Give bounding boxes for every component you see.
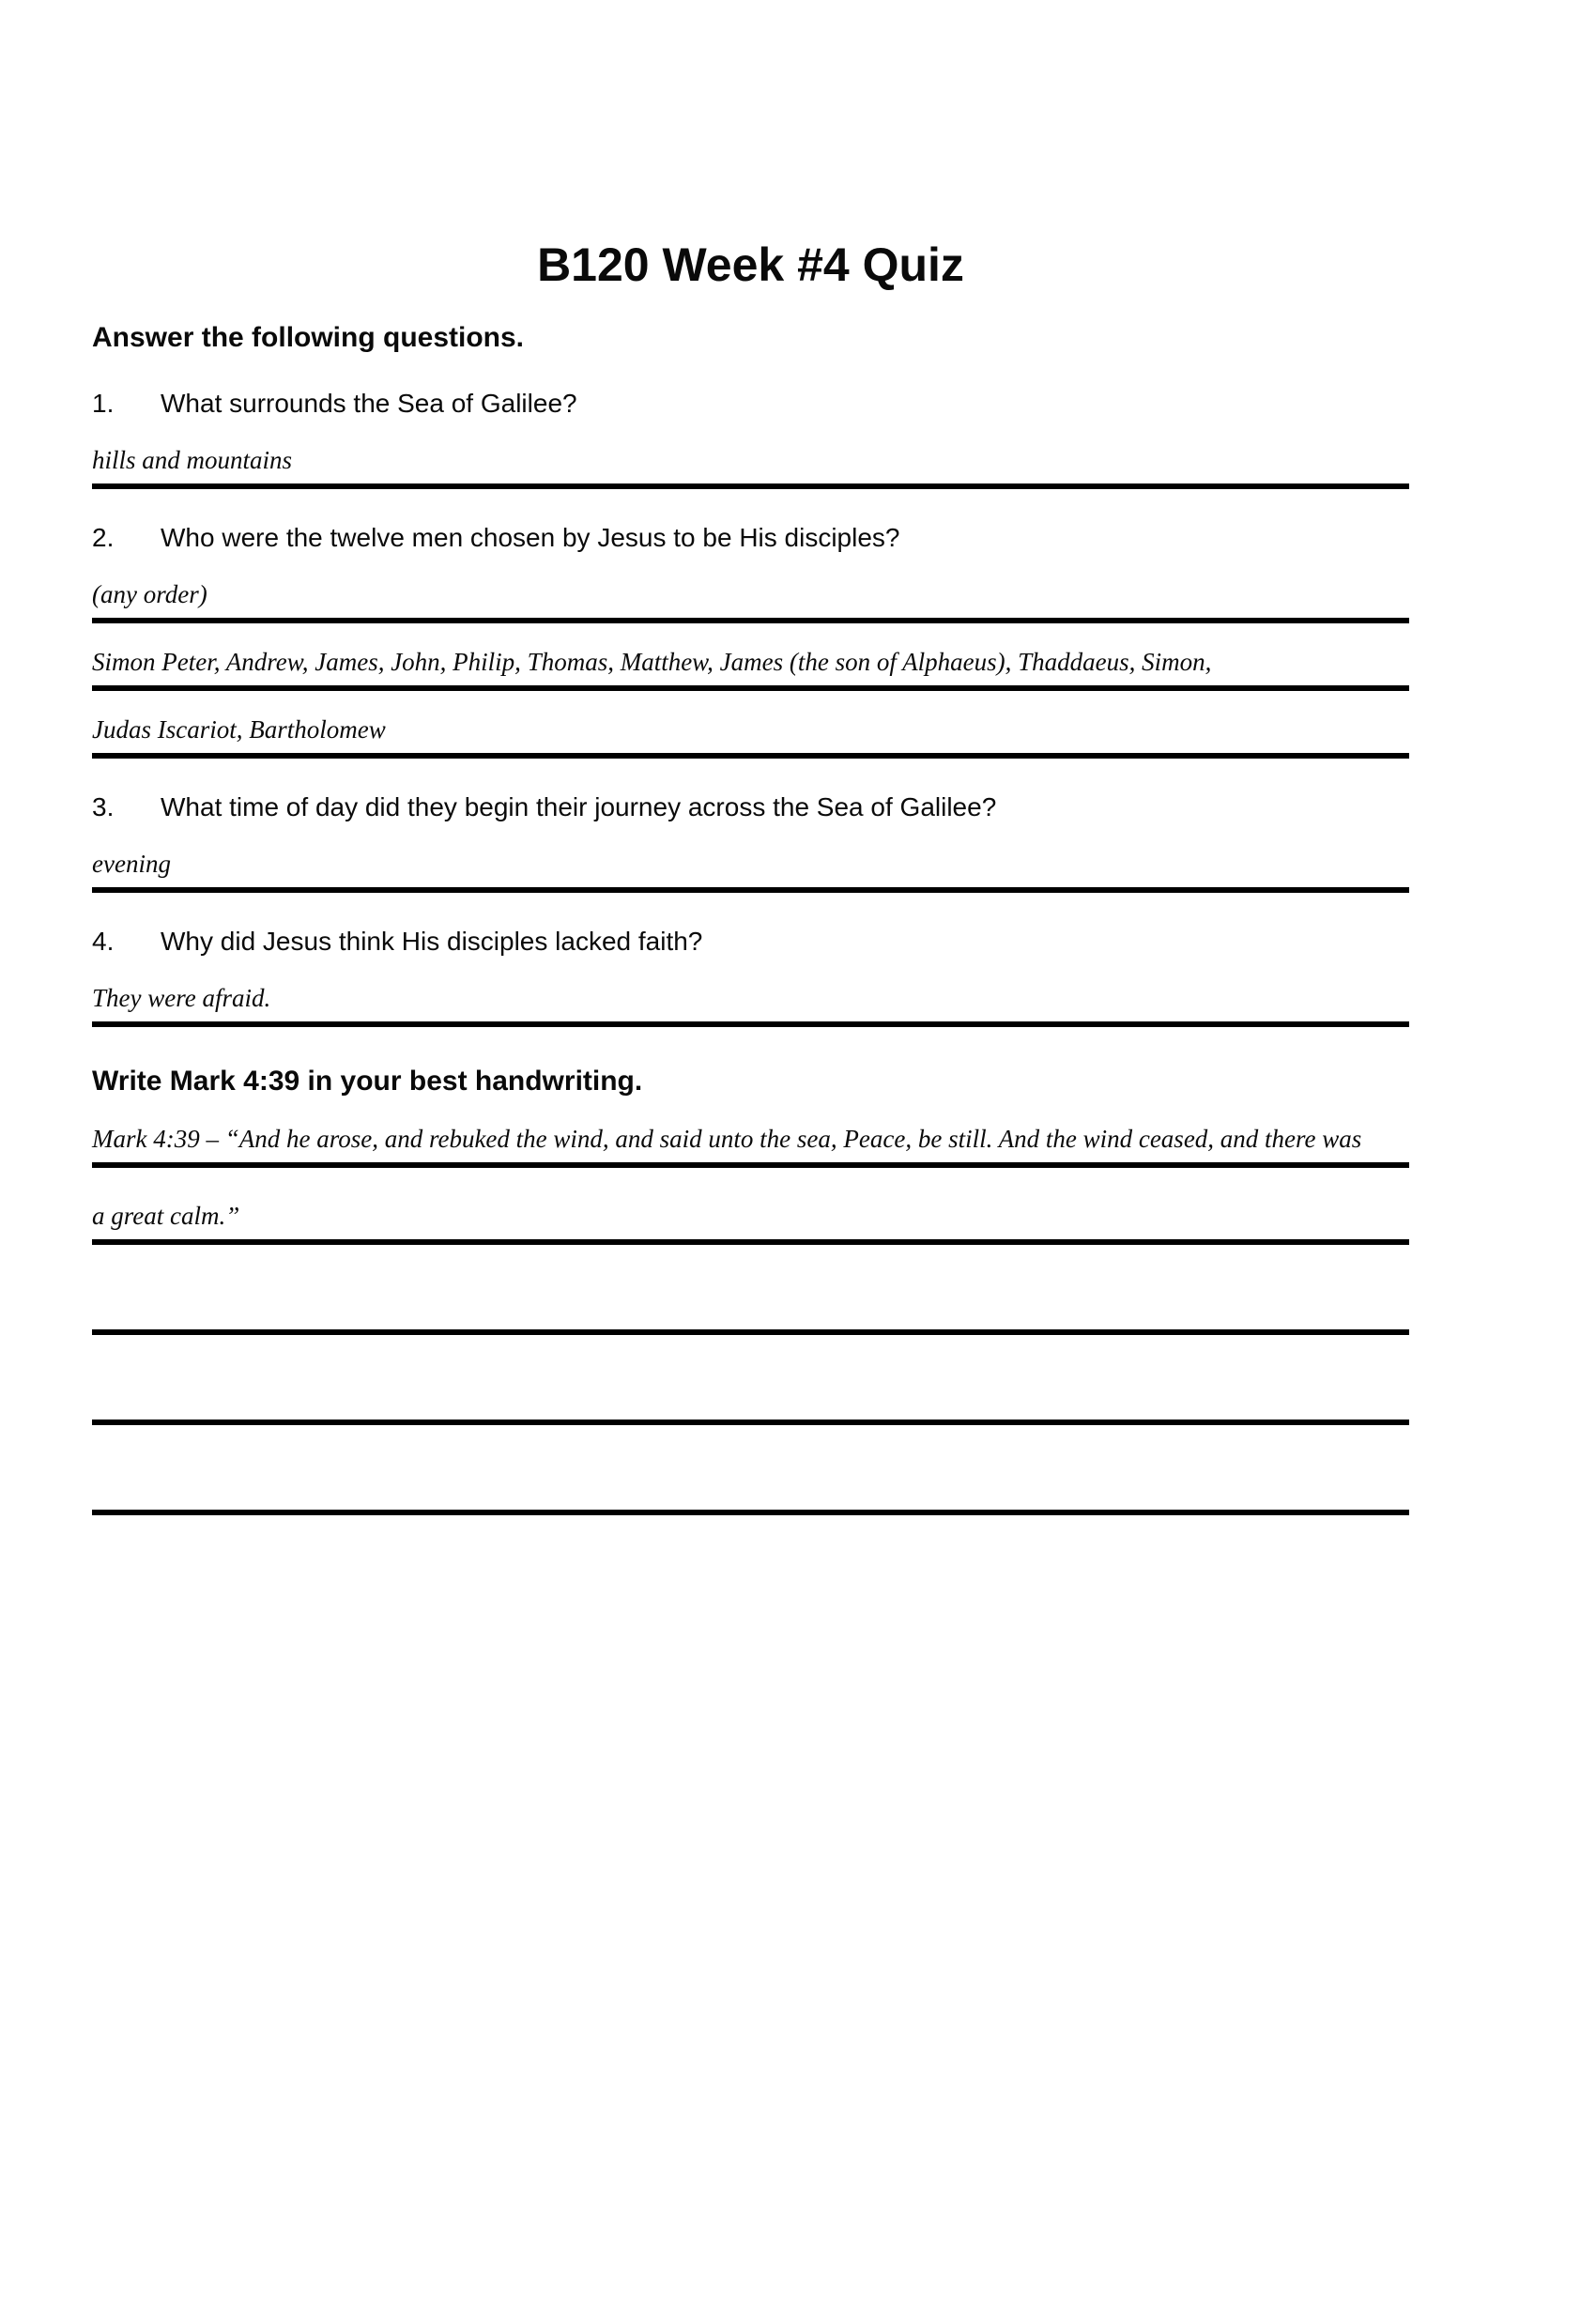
answers-group [92,982,1409,1027]
answer-line [92,444,1409,489]
answer-line [92,848,1409,893]
answer-text: They were afraid. [92,984,271,1012]
question-block [92,521,1409,759]
question-row [92,521,1409,554]
quiz-document [0,237,1596,2302]
instructions-heading: Answer the following questions. [92,322,525,353]
page-title: B120 Week #4 Quiz [537,238,964,291]
answer-text: (any order) [92,580,207,608]
answer-text: a great calm.” [92,1202,240,1230]
answer-line [92,1200,1409,1245]
answers-group [92,848,1409,893]
handwriting-heading: Write Mark 4:39 in your best handwriting. [92,1066,643,1097]
answer-line [92,1470,1409,1515]
question-row [92,925,1409,958]
answer-line [92,578,1409,623]
answer-line [92,982,1409,1027]
question-block [92,925,1409,1027]
answers-group [92,578,1409,759]
answer-line [92,1123,1409,1168]
questions-list [92,387,1409,1027]
answer-line [92,646,1409,691]
question-text: Who were the twelve men chosen by Jesus to be His disciples? [161,523,900,552]
answer-text: Simon Peter, Andrew, James, John, Philip, Thomas, Matthew, James (the son of Alphaeus), Thaddaeus, Simon, [92,648,1212,676]
question-number: 3. [92,792,115,821]
question-block [92,790,1409,893]
answer-text: hills and mountains [92,446,293,474]
answer-line [92,1290,1409,1335]
answer-line [92,714,1409,759]
question-number: 4. [92,927,115,956]
question-row [92,387,1409,420]
question-text: What surrounds the Sea of Galilee? [161,389,577,418]
answer-text: Judas Iscariot, Bartholomew [92,715,386,744]
answer-text: Mark 4:39 – “And he arose, and rebuked the wind, and said unto the sea, Peace, be still. And the wind ceased, and there was [92,1125,1362,1153]
answer-line [92,1380,1409,1425]
question-block [92,387,1409,489]
question-number: 2. [92,523,115,552]
question-row [92,790,1409,823]
question-number: 1. [92,389,115,418]
answers-group [92,444,1409,489]
handwriting-lines [92,1123,1409,1515]
question-text: What time of day did they begin their journey across the Sea of Galilee? [161,792,997,821]
question-text: Why did Jesus think His disciples lacked faith? [161,927,703,956]
answer-text: evening [92,850,171,878]
